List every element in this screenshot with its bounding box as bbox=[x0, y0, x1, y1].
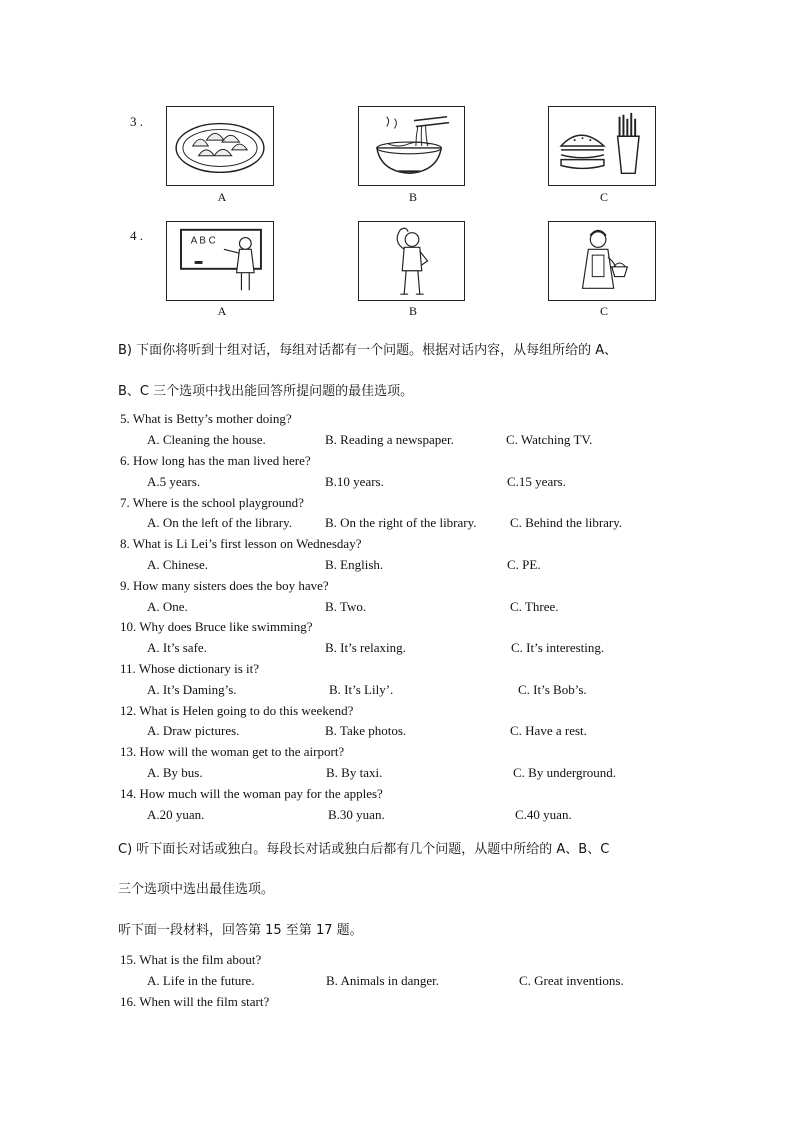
option-c[interactable]: C. By underground. bbox=[513, 765, 617, 780]
option-a[interactable]: A. Chinese. bbox=[147, 557, 209, 572]
option-a[interactable]: A. Draw pictures. bbox=[147, 723, 240, 738]
option-a[interactable]: A. Life in the future. bbox=[147, 973, 255, 988]
question-text: 13. How will the woman get to the airport? bbox=[120, 744, 345, 759]
man-stretching-icon bbox=[359, 222, 464, 300]
option-b[interactable]: B.30 yuan. bbox=[328, 807, 385, 822]
option-b[interactable]: B. Two. bbox=[325, 599, 367, 614]
woman-shopping-icon bbox=[549, 222, 655, 300]
option-c[interactable]: C. Great inventions. bbox=[519, 973, 624, 988]
question-text: 16. When will the film start? bbox=[120, 994, 270, 1009]
option-c[interactable]: C. Have a rest. bbox=[510, 723, 587, 738]
option-b[interactable]: B. Reading a newspaper. bbox=[325, 432, 454, 447]
option-c[interactable]: C.40 yuan. bbox=[515, 807, 572, 822]
question-text: 12. What is Helen going to do this weekend? bbox=[120, 703, 354, 718]
option-c[interactable]: C. It’s Bob’s. bbox=[518, 682, 587, 697]
option-b[interactable]: B. By taxi. bbox=[326, 765, 383, 780]
option-c[interactable]: C. Watching TV. bbox=[506, 432, 593, 447]
section-b-instruction: B) 下面你将听到十组对话，每组对话都有一个问题。根据对话内容，从每组所给的 A、 bbox=[118, 343, 618, 358]
option-a[interactable]: A.5 years. bbox=[147, 474, 201, 489]
picture-question-number: 4 . bbox=[130, 228, 143, 243]
option-b[interactable]: B. Animals in danger. bbox=[326, 973, 440, 988]
question-text: 6. How long has the man lived here? bbox=[120, 453, 311, 468]
picture-label-a: A bbox=[217, 304, 227, 318]
option-b[interactable]: B. On the right of the library. bbox=[325, 515, 477, 530]
noodles-icon bbox=[359, 107, 464, 185]
picture-question-number: 3 . bbox=[130, 114, 143, 129]
option-b[interactable]: B. English. bbox=[325, 557, 384, 572]
option-a[interactable]: A. It’s safe. bbox=[147, 640, 207, 655]
burger-fries-icon bbox=[549, 107, 655, 185]
passage-instruction: 听下面一段材料，回答第 15 至第 17 题。 bbox=[118, 923, 363, 938]
option-c[interactable]: C. PE. bbox=[507, 557, 541, 572]
option-b[interactable]: B. It’s Lily’. bbox=[329, 682, 394, 697]
question-text: 10. Why does Bruce like swimming? bbox=[120, 619, 313, 634]
option-c[interactable]: C.15 years. bbox=[507, 474, 566, 489]
option-b[interactable]: B.10 years. bbox=[325, 474, 384, 489]
question-text: 11. Whose dictionary is it? bbox=[120, 661, 260, 676]
question-text: 9. How many sisters does the boy have? bbox=[120, 578, 329, 593]
picture-label-b: B bbox=[408, 304, 417, 318]
option-a[interactable]: A.20 yuan. bbox=[147, 807, 205, 822]
option-a[interactable]: A. It’s Daming’s. bbox=[147, 682, 237, 697]
question-text: 7. Where is the school playground? bbox=[120, 495, 304, 510]
picture-option-c[interactable] bbox=[548, 106, 656, 186]
dumplings-icon bbox=[167, 107, 273, 185]
section-c-instruction: C) 听下面长对话或独白。每段长对话或独白后都有几个问题，从题中所给的 A、B、C bbox=[118, 842, 610, 857]
picture-label-c: C bbox=[599, 190, 608, 204]
picture-option-a[interactable] bbox=[166, 106, 274, 186]
option-c[interactable]: C. Three. bbox=[510, 599, 559, 614]
option-c[interactable]: C. Behind the library. bbox=[510, 515, 623, 530]
picture-label-a: A bbox=[217, 190, 227, 204]
picture-option-c[interactable] bbox=[548, 221, 656, 301]
picture-label-b: B bbox=[408, 190, 417, 204]
question-text: 5. What is Betty’s mother doing? bbox=[120, 411, 292, 426]
option-a[interactable]: A. On the left of the library. bbox=[147, 515, 292, 530]
section-b-instruction-cont: B、C 三个选项中找出能回答所提问题的最佳选项。 bbox=[118, 384, 414, 399]
option-a[interactable]: A. Cleaning the house. bbox=[147, 432, 266, 447]
teacher-blackboard-icon bbox=[167, 222, 273, 300]
svg-text:A B C: A B C bbox=[190, 235, 216, 247]
option-a[interactable]: A. One. bbox=[147, 599, 188, 614]
picture-label-c: C bbox=[599, 304, 608, 318]
picture-option-b[interactable] bbox=[358, 221, 465, 301]
question-text: 15. What is the film about? bbox=[120, 952, 262, 967]
picture-option-a[interactable] bbox=[166, 221, 274, 301]
option-b[interactable]: B. Take photos. bbox=[325, 723, 407, 738]
option-a[interactable]: A. By bus. bbox=[147, 765, 203, 780]
option-b[interactable]: B. It’s relaxing. bbox=[325, 640, 406, 655]
section-c-instruction-cont: 三个选项中选出最佳选项。 bbox=[118, 882, 275, 897]
picture-option-b[interactable] bbox=[358, 106, 465, 186]
question-text: 14. How much will the woman pay for the apples? bbox=[120, 786, 383, 801]
option-c[interactable]: C. It’s interesting. bbox=[511, 640, 605, 655]
question-text: 8. What is Li Lei’s first lesson on Wednesday? bbox=[120, 536, 362, 551]
